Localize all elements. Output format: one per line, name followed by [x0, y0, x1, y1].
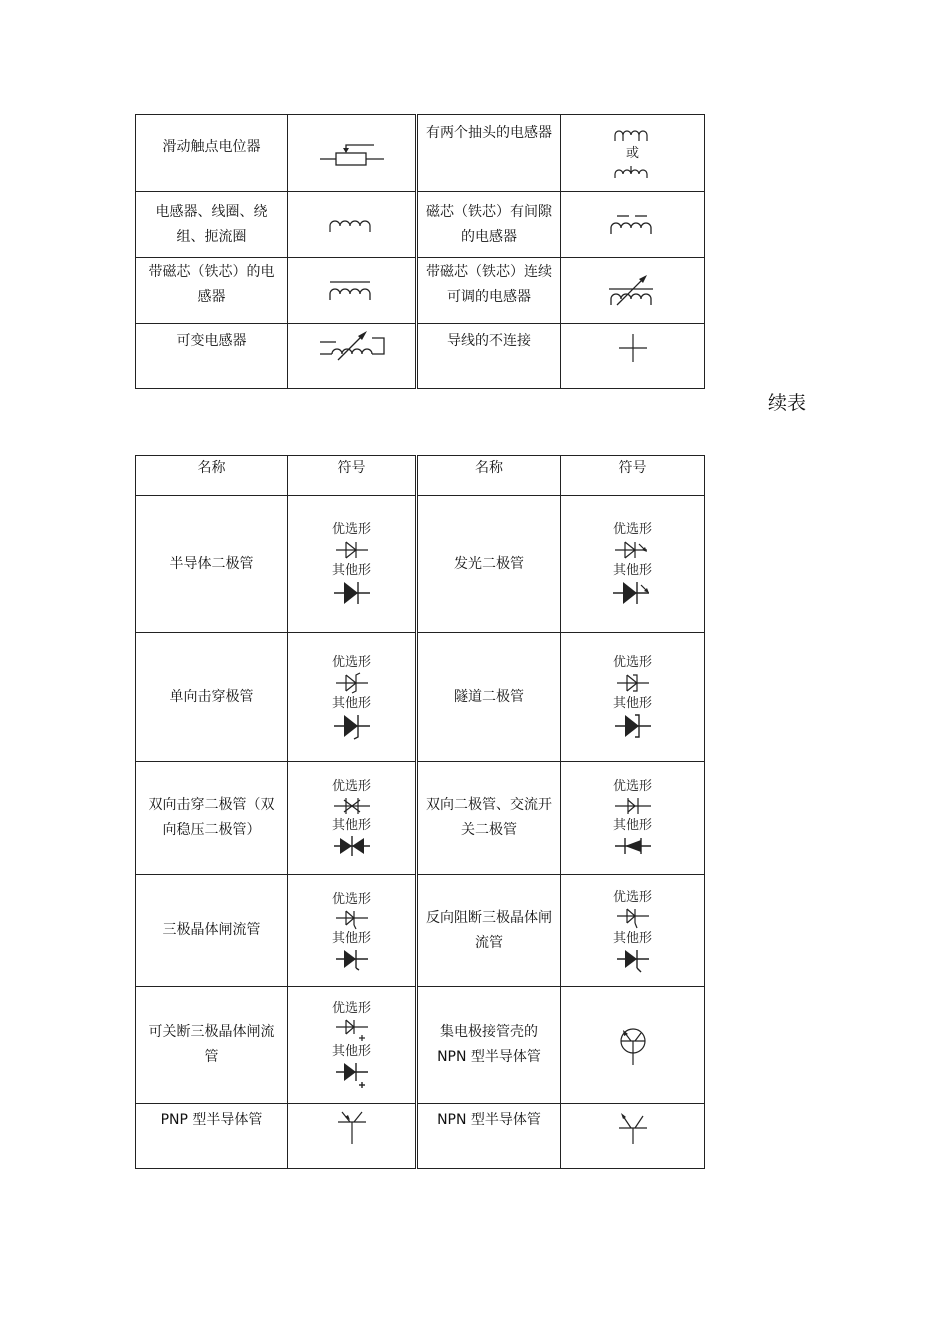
table-row [136, 875, 705, 987]
component-name: 可关断三极晶体闸流管 [148, 1024, 275, 1065]
component-name: 三极晶体闸流管 [162, 922, 261, 938]
name-cell [417, 115, 561, 192]
adjustable-core-inductor-icon [603, 271, 663, 311]
symbol-cell [561, 762, 705, 875]
thyristor-other-icon [332, 947, 372, 971]
other-label: 其他形 [612, 930, 652, 946]
name-cell [136, 987, 288, 1104]
header-cell [417, 456, 561, 496]
preferred-label: 优选形 [331, 522, 371, 537]
symbol-cell [288, 762, 417, 875]
gto-thyristor-preferred-icon [332, 1017, 372, 1043]
other-label: 其他形 [331, 696, 371, 711]
name-cell [417, 987, 561, 1104]
thyristor-preferred-icon [332, 908, 372, 930]
table-row [136, 987, 705, 1104]
zener-preferred-icon [332, 671, 372, 695]
led-other-icon [611, 579, 655, 607]
preferred-label: 优选形 [612, 889, 652, 905]
symbol-cell [288, 258, 417, 324]
name-cell [136, 762, 288, 875]
continued-label: 续表 [768, 392, 807, 414]
component-name: 集电极接管壳的NPN 型半导体管 [437, 1024, 541, 1065]
name-cell [417, 324, 561, 389]
table-row [136, 762, 705, 875]
bidirectional-zener-preferred-icon [332, 795, 372, 817]
name-cell [136, 115, 288, 192]
header-cell [136, 456, 288, 496]
symbol-cell [561, 987, 705, 1104]
name-cell [136, 633, 288, 762]
component-name: 双向击穿二极管（双向稳压二极管） [148, 797, 275, 838]
gapped-core-inductor-icon [603, 210, 663, 240]
symbol-cell [288, 324, 417, 389]
component-name: 滑动触点电位器 [162, 139, 261, 155]
symbol-cell [561, 258, 705, 324]
name-cell [417, 762, 561, 875]
name-cell [417, 192, 561, 258]
npn-transistor-icon [613, 1108, 653, 1148]
component-name: 带磁芯（铁芯）的电感器 [148, 264, 275, 305]
component-name: 发光二极管 [454, 555, 524, 572]
component-name: PNP 型半导体管 [160, 1112, 263, 1128]
reverse-blocking-thyristor-other-icon [613, 947, 653, 973]
reverse-blocking-thyristor-preferred-icon [613, 906, 653, 930]
symbol-table-top [135, 114, 705, 389]
component-name: NPN 型半导体管 [437, 1112, 541, 1128]
component-name: 隧道二极管 [454, 688, 524, 705]
tapped-inductor-alt-icon [603, 162, 663, 184]
tunnel-diode-preferred-icon [613, 671, 653, 695]
diode-preferred-icon [332, 538, 372, 562]
symbol-cell [288, 192, 417, 258]
table-row [136, 115, 705, 192]
name-cell [417, 258, 561, 324]
symbol-cell [288, 633, 417, 762]
name-cell [417, 633, 561, 762]
diac-other-icon [613, 834, 653, 858]
preferred-label: 优选形 [331, 655, 371, 670]
component-name: 有两个抽头的电感器 [426, 125, 552, 141]
other-label: 其他形 [612, 696, 652, 711]
table-row [136, 192, 705, 258]
symbol-cell [561, 324, 705, 389]
gto-thyristor-other-icon [332, 1060, 372, 1090]
diac-preferred-icon [613, 795, 653, 817]
symbol-cell [561, 192, 705, 258]
symbol-cell [288, 496, 417, 633]
variable-inductor-icon [312, 328, 392, 362]
bidirectional-zener-other-icon [332, 834, 372, 858]
npn-transistor-case-collector-icon [613, 1021, 653, 1069]
table-row [136, 258, 705, 324]
component-name: 可变电感器 [176, 333, 247, 349]
component-name: 单向击穿极管 [169, 688, 254, 705]
component-name: 带磁芯（铁芯）连续可调的电感器 [426, 264, 552, 305]
symbol-cell [561, 496, 705, 633]
symbol-cell [561, 1104, 705, 1169]
other-label: 其他形 [612, 818, 652, 833]
header-cell [288, 456, 417, 496]
symbol-cell [561, 115, 705, 192]
pnp-transistor-icon [332, 1108, 372, 1148]
preferred-label: 优选形 [331, 779, 371, 794]
header-symbol-1: 符号 [337, 460, 366, 476]
table-row [136, 1104, 705, 1169]
other-label: 其他形 [331, 563, 371, 578]
symbol-cell [561, 633, 705, 762]
table-header-row [136, 456, 705, 496]
inductor-icon [322, 212, 382, 238]
preferred-label: 优选形 [612, 655, 652, 670]
preferred-label: 优选形 [612, 779, 652, 794]
table-row [136, 324, 705, 389]
symbol-cell [288, 115, 417, 192]
name-cell [417, 1104, 561, 1169]
name-cell [136, 1104, 288, 1169]
diode-other-icon [332, 579, 372, 607]
name-cell [136, 192, 288, 258]
component-name: 磁芯（铁芯）有间隙的电感器 [426, 203, 552, 245]
component-name: 电感器、线圈、绕组、扼流圈 [155, 203, 268, 245]
header-cell [561, 456, 705, 496]
tapped-inductor-icon [603, 123, 663, 145]
component-name: 反向阻断三极晶体闸流管 [426, 909, 552, 951]
zener-other-icon [332, 712, 372, 740]
symbol-cell [561, 875, 705, 987]
name-cell [136, 258, 288, 324]
tunnel-diode-other-icon [613, 712, 653, 740]
core-inductor-icon [322, 276, 382, 306]
table-row [136, 496, 705, 633]
preferred-label: 优选形 [331, 1001, 371, 1016]
symbol-cell [288, 875, 417, 987]
header-name-2: 名称 [475, 460, 503, 476]
name-cell [136, 324, 288, 389]
led-preferred-icon [611, 538, 655, 562]
other-label: 其他形 [331, 818, 371, 833]
preferred-label: 优选形 [331, 891, 371, 907]
component-name: 双向二极管、交流开关二极管 [426, 797, 552, 838]
other-label: 其他形 [331, 1044, 371, 1059]
preferred-label: 优选形 [612, 522, 652, 537]
or-label: 或 [625, 145, 639, 161]
name-cell [136, 496, 288, 633]
table-row [136, 633, 705, 762]
name-cell [417, 875, 561, 987]
symbol-cell [288, 987, 417, 1104]
other-label: 其他形 [612, 563, 652, 578]
name-cell [417, 496, 561, 633]
component-name: 半导体二极管 [169, 555, 254, 572]
symbol-table-bottom [135, 455, 705, 1169]
other-label: 其他形 [331, 930, 371, 946]
header-symbol-2: 符号 [618, 460, 647, 476]
wire-crossing-icon [613, 330, 653, 366]
name-cell [136, 875, 288, 987]
component-name: 导线的不连接 [447, 333, 531, 349]
symbol-cell [288, 1104, 417, 1169]
header-name-1: 名称 [197, 460, 226, 476]
potentiometer-icon [312, 133, 392, 173]
